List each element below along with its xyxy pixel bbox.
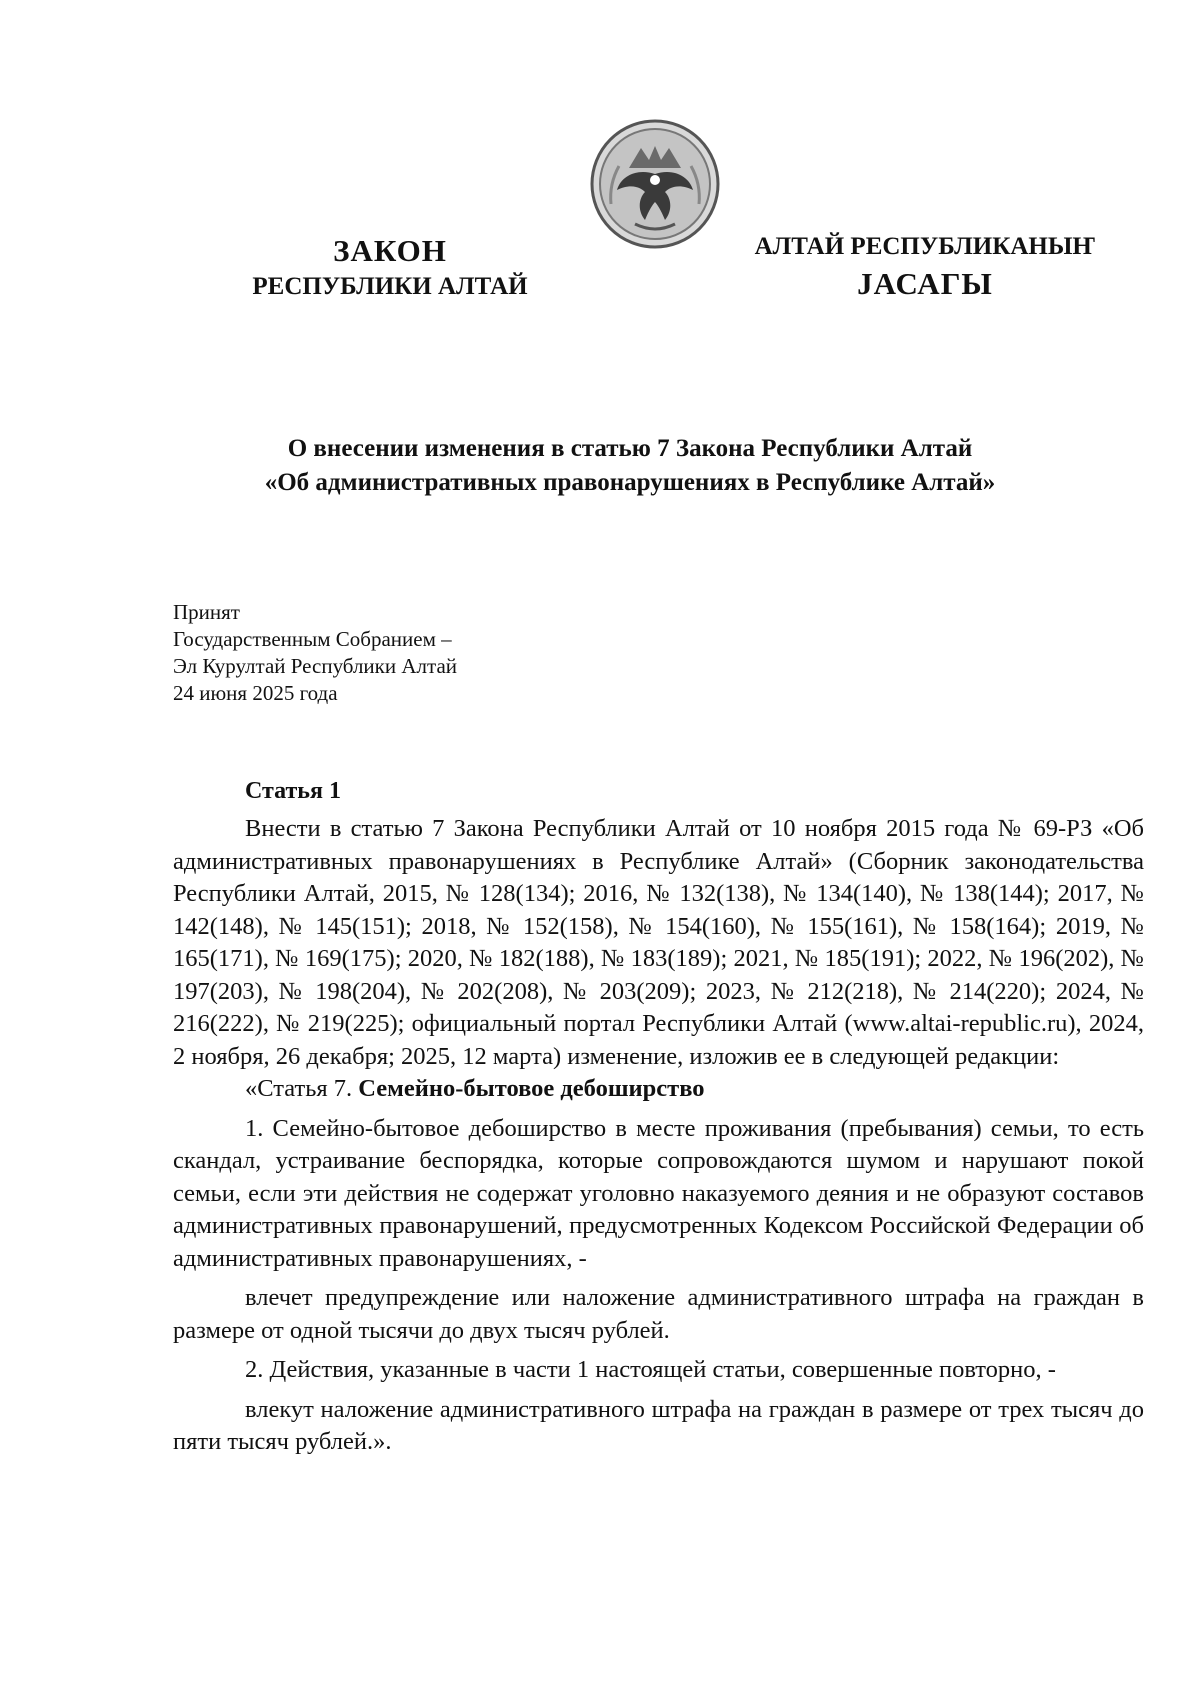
article-body [173,813,1144,1459]
new-article-heading [173,1073,1144,1106]
header-law-word: ЗАКОН [333,233,447,268]
part-1-penalty: влечет предупреждение или наложение административного штрафа на граждан в размере от одной тысячи до двух тысяч рублей. [173,1284,1144,1344]
coat-of-arms-icon [589,118,721,250]
article-intro: Внести в статью 7 Закона Республики Алтай от 10 ноября 2015 года № 69-РЗ «Об административных правонарушениях в Республике Алтай» (Сборник законодательства Республики Алтай, 2015, № 128(134); 2016, № 132(138), № 134(140), № 138(144); 2017, № 142(148), № 145(151); 2018, № 152(158), № 154(160), № 155(161), № 158(164); 2019, № 165(171), № 169(175); 2020, № 182(188), № 183(189); 2021, № 185(191); 2022, № 196(202), № 197(203), № 198(204), № 202(208), № 203(209); 2023, № 212(218), № 214(220); 2024, № 216(222), № 219(225); официальный портал Республики Алтай (www.altai-republic.ru), 2024, 2 ноября, 26 декабря; 2025, 12 марта) изменение, изложив ее в следующей редакции: [173,815,1144,1070]
header-law-ru [210,232,570,304]
header-republic-name: РЕСПУБЛИКИ АЛТАЙ [252,273,528,300]
header-republic-name-altai: АЛТАЙ РЕСПУБЛИКАНЫҤ [754,233,1096,260]
header-law-word-altai: JАСАГЫ [857,266,993,301]
title-line-1: О внесении изменения в статью 7 Закона Республики Алтай [287,435,973,462]
header-law-altai [715,228,1135,302]
new-article-prefix: «Статья 7. [245,1075,359,1102]
part-1-text: 1. Семейно-бытовое дебоширство в месте проживания (пребывания) семьи, то есть скандал, устраивание беспорядка, которые сопровождаются шумом и нарушают покой семьи, если эти действия не содержат уголовно наказуемого деяния и не образуют составов административных правонарушений, предусмотренных Кодексом Российской Федерации об административных правонарушениях, - [173,1114,1144,1272]
document-title [150,432,1110,500]
adopted-by-line: Государственным Собранием – [173,627,452,651]
adoption-date: 24 июня 2025 года [173,681,338,705]
adopted-label: Принят [173,600,240,624]
article-heading: Статья 1 [245,778,341,804]
title-line-2: «Об административных правонарушениях в Республике Алтай» [264,469,996,496]
adoption-block [173,599,457,707]
new-article-title: Семейно-бытовое дебоширство [358,1075,705,1102]
adopted-by-parliament: Эл Курултай Республики Алтай [173,654,458,678]
part-2-text: 2. Действия, указанные в части 1 настоящей статьи, совершенные повторно, - [245,1356,1056,1383]
part-2-penalty: влекут наложение административного штрафа на граждан в размере от трех тысяч до пяти тысяч рублей.». [173,1395,1144,1455]
